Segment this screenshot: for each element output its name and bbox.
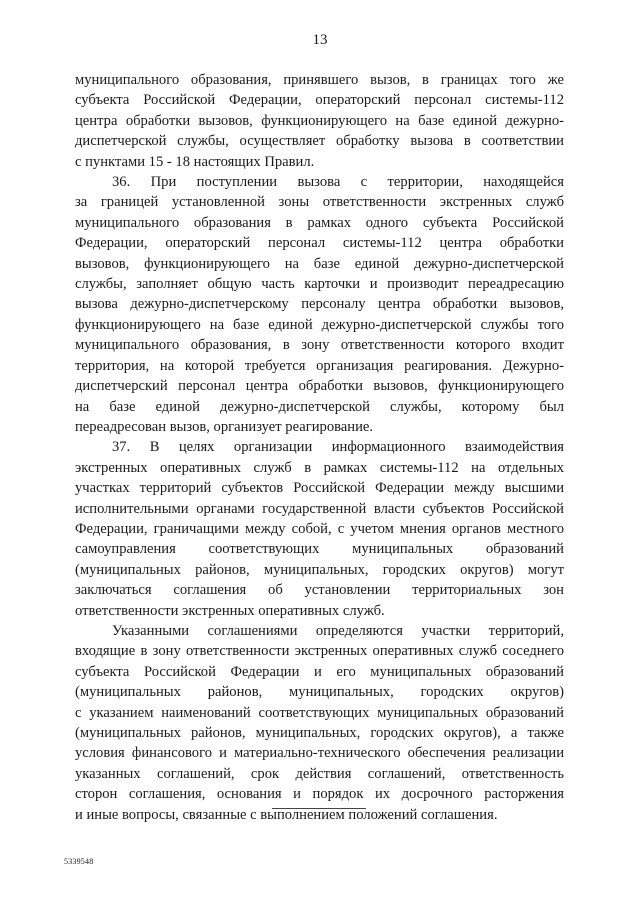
text-line: Федерации, операторский персонал системы-112 центра обработки [75,235,564,252]
text-line: службы, заполняет общую часть карточки и производит переадресацию [75,276,564,293]
text-line: исполнительными органами государственной власти субъектов Российской [75,500,564,517]
text-line: вызова дежурно-диспетчерскому персоналу центра обработки вызовов, [75,296,564,313]
paragraph [75,621,564,825]
text-line: Федерации, граничащими между собой, с учетом мнения органов местного [75,520,564,537]
text-line: входящие в зону ответственности экстренных оперативных служб соседнего [75,643,564,660]
document-code: 5339548 [64,857,94,866]
text-line: вызовов, функционирующего на базе единой дежурно-диспетчерской [75,255,564,272]
text-line: (муниципальных районов, муниципальных, городских округов), а также [75,725,564,741]
text-line: переадресован вызов, организует реагирование. [75,418,374,435]
paragraph [75,70,564,172]
text-line: ответственности экстренных оперативных служб. [75,602,385,619]
text-line: указанных соглашений, срок действия соглашений, ответственность [75,765,564,782]
text-line: и иные вопросы, связанные с выполнением положений соглашения. [75,806,498,823]
text-line: диспетчерской службы, осуществляет обработку вызова в соответствии [75,133,564,150]
text-line: 36. При поступлении вызова с территории, находящейся [112,174,564,191]
text-line: субъекта Российской Федерации и его муниципальных образований [75,663,564,680]
text-line: на базе единой дежурно-диспетчерской службы, которому был [75,398,564,415]
text-line: муниципального образования, принявшего вызов, в границах того же [75,72,564,88]
page-number: 13 [312,32,328,48]
text-line: участках территорий субъектов Российской Федерации между высшими [75,480,564,497]
text-line: территория, на которой требуется организация реагирования. Дежурно- [75,357,564,374]
text-line: (муниципальных районов, муниципальных, городских округов) [75,684,564,701]
text-line: (муниципальных районов, муниципальных, городских округов) могут [75,561,564,578]
document-body [75,70,564,825]
text-line: функционирующего на базе единой дежурно-диспетчерской службы того [75,316,564,333]
text-line: самоуправления соответствующих муниципальных образований [75,541,564,558]
text-line: муниципального образования в рамках одного субъекта Российской [75,214,564,231]
paragraph [75,172,564,437]
end-separator-line [272,808,366,809]
text-line: условия финансового и материально-технического обеспечения реализации [75,745,564,762]
text-line: диспетчерский персонал центра обработки вызовов, функционирующего [75,378,564,395]
text-line: с пунктами 15 - 18 настоящих Правил. [75,153,315,170]
text-line: Указанными соглашениями определяются участки территорий, [112,622,564,639]
text-line: центра обработки вызовов, функционирующего на базе единой дежурно- [75,112,564,129]
text-line: сторон соглашения, основания и порядок их досрочного расторжения [75,786,564,803]
text-line: субъекта Российской Федерации, операторский персонал системы-112 [75,92,564,109]
text-line: заключаться соглашения об установлении территориальных зон [75,582,564,599]
text-line: экстренных оперативных служб в рамках системы-112 на отдельных [75,459,564,476]
text-line: муниципального образования, в зону ответственности которого входит [75,337,564,354]
text-line: с указанием наименований соответствующих муниципальных образований [75,704,564,721]
text-line: за границей установленной зоны ответственности экстренных служб [75,194,564,211]
paragraph [75,437,564,621]
text-line: 37. В целях организации информационного взаимодействия [112,439,564,456]
